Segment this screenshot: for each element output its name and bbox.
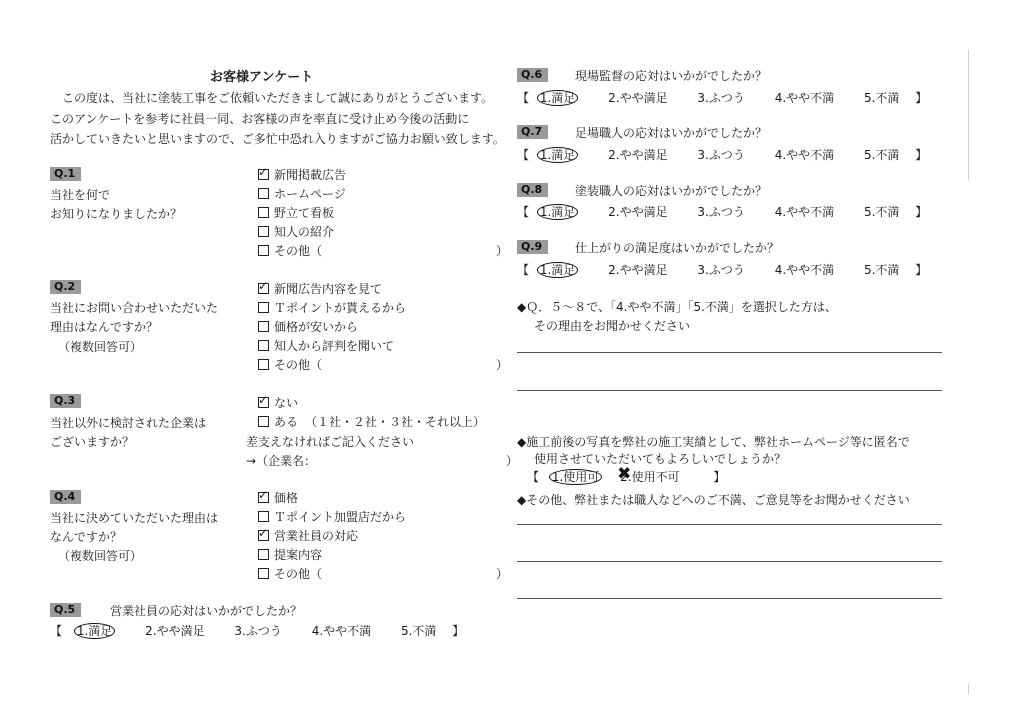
reason-answer-line[interactable] bbox=[517, 352, 942, 353]
other-answer-line[interactable] bbox=[517, 598, 942, 599]
checkbox-checked-icon bbox=[258, 283, 269, 294]
q5-label: Q.5 bbox=[50, 603, 81, 617]
photo-prompt: 使用させていただいてもよろしいでしょうか？ bbox=[534, 452, 787, 466]
rating-option[interactable]: 2.やや満足 bbox=[145, 624, 205, 638]
q2-option-checkbox[interactable]: ✓新聞広告内容を見て bbox=[258, 280, 382, 297]
intro-line-1: この度は、当社に塗装工事をご依頼いただきまして誠にありがとうございます。 bbox=[62, 91, 494, 105]
rating-option[interactable]: 1.満足 bbox=[537, 263, 578, 277]
checkbox-checked-icon bbox=[258, 397, 269, 408]
checkbox-icon bbox=[258, 511, 269, 522]
q1-option-checkbox[interactable]: ✓新聞掲載広告 bbox=[258, 166, 346, 183]
rating-option[interactable]: 4.やや不満 bbox=[774, 148, 835, 162]
paren-close: ） bbox=[496, 358, 509, 372]
checkbox-icon bbox=[258, 568, 269, 579]
q1-text: 当社を何で bbox=[50, 188, 111, 202]
q8-rating-scale: 【 1.満足 2.やや満足 3.ふつう 4.やや不満 5.不満 】 bbox=[517, 205, 928, 219]
q1-option-checkbox[interactable]: その他（ bbox=[258, 242, 322, 259]
rating-option[interactable]: 5.不満 bbox=[863, 263, 900, 277]
rating-option[interactable]: 3.ふつう bbox=[697, 148, 745, 162]
q5-rating-scale: 【 1.満足 2.やや満足 3.ふつう 4.やや不満 5.不満 】 bbox=[50, 624, 465, 638]
checkbox-icon bbox=[258, 359, 269, 370]
rating-option[interactable]: 5.不満 bbox=[863, 91, 900, 105]
other-prompt: ◆その他、弊社または職人などへのご不満、ご意見等をお聞かせください bbox=[517, 493, 910, 507]
q6-question: 現場監督の応対はいかがでしたか？ bbox=[575, 69, 768, 83]
paren-close: ） bbox=[496, 244, 509, 258]
rating-option[interactable]: 1.満足 bbox=[537, 91, 578, 105]
intro-line-2: このアンケートを参考に社員一同、お客様の声を率直に受け止め今後の活動に bbox=[50, 112, 470, 126]
q3-yes-detail: （１社・２社・３社・それ以上） bbox=[305, 415, 486, 429]
page-title: お客様アンケート bbox=[210, 70, 314, 85]
q3-note: 差支えなければご記入ください bbox=[246, 435, 415, 449]
checkbox-icon bbox=[258, 549, 269, 560]
q8-question: 塗装職人の応対はいかがでしたか？ bbox=[575, 184, 768, 198]
scan-edge-mark bbox=[968, 50, 969, 180]
checkbox-icon bbox=[258, 188, 269, 199]
rating-option[interactable]: 1.満足 bbox=[537, 205, 578, 219]
checkbox-icon bbox=[258, 207, 269, 218]
q3-text: ございますか？ bbox=[50, 435, 135, 449]
q2-text: （複数回答可） bbox=[58, 340, 143, 354]
photo-prompt: ◆施工前後の写真を弊社の施工実績として、弊社ホームページ等に匿名で bbox=[517, 435, 910, 449]
q5-question: 営業社員の応対はいかがでしたか？ bbox=[110, 604, 303, 618]
rating-option[interactable]: 3.ふつう bbox=[234, 624, 282, 638]
q4-option-checkbox[interactable]: 提案内容 bbox=[258, 546, 322, 563]
q3-option-yes[interactable]: ある bbox=[258, 413, 298, 430]
q4-option-checkbox[interactable]: Ｔポイント加盟店だから bbox=[258, 508, 406, 525]
q2-option-checkbox[interactable]: その他（ bbox=[258, 356, 322, 373]
q9-question: 仕上がりの満足度はいかがでしたか？ bbox=[575, 241, 780, 255]
q4-option-checkbox[interactable]: ✓価格 bbox=[258, 489, 298, 506]
q4-text: 当社に決めていただいた理由は bbox=[50, 511, 219, 525]
rating-option[interactable]: 2.やや満足 bbox=[608, 91, 668, 105]
q9-label: Q.9 bbox=[517, 240, 548, 254]
rating-option[interactable]: 2.やや満足 bbox=[608, 263, 668, 277]
checkbox-checked-icon bbox=[258, 530, 269, 541]
reason-prompt: その理由をお聞かせください bbox=[534, 319, 691, 333]
checkbox-icon bbox=[258, 416, 269, 427]
q6-rating-scale: 【 1.満足 2.やや満足 3.ふつう 4.やや不満 5.不満 】 bbox=[517, 91, 928, 105]
q4-label: Q.4 bbox=[50, 490, 81, 504]
q7-label: Q.7 bbox=[517, 125, 548, 139]
q3-text: 当社以外に検討された企業は bbox=[50, 416, 207, 430]
other-answer-line[interactable] bbox=[517, 561, 942, 562]
rating-option[interactable]: 3.ふつう bbox=[697, 91, 745, 105]
reason-prompt: ◆Ｑ．５～８で、「4.やや不満」「5.不満」を選択した方は、 bbox=[517, 300, 837, 314]
photo-option-allow[interactable]: 1.使用可 bbox=[549, 470, 602, 484]
rating-option[interactable]: 3.ふつう bbox=[697, 263, 745, 277]
rating-option[interactable]: 2.やや満足 bbox=[608, 148, 668, 162]
intro-line-3: 活かしていきたいと思いますので、ご多忙中恐れ入りますがご協力お願い致します。 bbox=[50, 132, 505, 146]
checkbox-icon bbox=[258, 340, 269, 351]
paren-close: ） bbox=[506, 454, 519, 468]
rating-option[interactable]: 5.不満 bbox=[400, 624, 437, 638]
q6-label: Q.6 bbox=[517, 68, 548, 82]
photo-option-deny[interactable]: 2.使用不可 ✖ bbox=[620, 468, 679, 485]
q4-option-checkbox[interactable]: ✓営業社員の対応 bbox=[258, 527, 358, 544]
checkbox-icon bbox=[258, 302, 269, 313]
q7-question: 足場職人の応対はいかがでしたか？ bbox=[575, 126, 768, 140]
q4-text: （複数回答可） bbox=[58, 549, 143, 563]
q1-option-checkbox[interactable]: ホームページ bbox=[258, 185, 346, 202]
checkbox-checked-icon bbox=[258, 169, 269, 180]
rating-option[interactable]: 4.やや不満 bbox=[311, 624, 372, 638]
q2-label: Q.2 bbox=[50, 280, 81, 294]
rating-option[interactable]: 1.満足 bbox=[74, 624, 115, 638]
other-answer-line[interactable] bbox=[517, 524, 942, 525]
q9-rating-scale: 【 1.満足 2.やや満足 3.ふつう 4.やや不満 5.不満 】 bbox=[517, 263, 928, 277]
q2-option-checkbox[interactable]: Ｔポイントが貰えるから bbox=[258, 299, 406, 316]
q7-rating-scale: 【 1.満足 2.やや満足 3.ふつう 4.やや不満 5.不満 】 bbox=[517, 148, 928, 162]
checkbox-icon bbox=[258, 226, 269, 237]
checkbox-checked-icon bbox=[258, 492, 269, 503]
checkbox-icon bbox=[258, 321, 269, 332]
q3-option-none[interactable]: ✓ない bbox=[258, 394, 298, 411]
q4-option-checkbox[interactable]: その他（ bbox=[258, 565, 322, 582]
q1-text: お知りになりましたか？ bbox=[50, 207, 183, 221]
q1-option-checkbox[interactable]: 野立て看板 bbox=[258, 204, 334, 221]
rating-option[interactable]: 4.やや不満 bbox=[774, 263, 835, 277]
rating-option[interactable]: 2.やや満足 bbox=[608, 205, 668, 219]
reason-answer-line[interactable] bbox=[517, 390, 942, 391]
q1-option-checkbox[interactable]: 知人の紹介 bbox=[258, 223, 334, 240]
q4-text: なんですか？ bbox=[50, 530, 123, 544]
q1-label: Q.1 bbox=[50, 167, 81, 181]
rating-option[interactable]: 5.不満 bbox=[863, 205, 900, 219]
q3-company-field[interactable]: →（企業名： bbox=[246, 454, 317, 468]
rating-option[interactable]: 5.不満 bbox=[863, 148, 900, 162]
rating-option[interactable]: 4.やや不満 bbox=[774, 205, 835, 219]
checkbox-icon bbox=[258, 245, 269, 256]
photo-options: 【 1.使用可 2.使用不可 ✖ 】 bbox=[527, 468, 725, 485]
rating-option[interactable]: 1.満足 bbox=[537, 148, 578, 162]
rating-option[interactable]: 4.やや不満 bbox=[774, 91, 835, 105]
q3-label: Q.3 bbox=[50, 394, 81, 408]
paren-close: ） bbox=[496, 567, 509, 581]
q2-text: 理由はなんですか？ bbox=[50, 320, 159, 334]
q8-label: Q.8 bbox=[517, 183, 548, 197]
q2-option-checkbox[interactable]: 価格が安いから bbox=[258, 318, 358, 335]
q2-option-checkbox[interactable]: 知人から評判を聞いて bbox=[258, 337, 394, 354]
q2-text: 当社にお問い合わせいただいた bbox=[50, 301, 219, 315]
scan-edge-mark bbox=[968, 684, 969, 694]
rating-option[interactable]: 3.ふつう bbox=[697, 205, 745, 219]
